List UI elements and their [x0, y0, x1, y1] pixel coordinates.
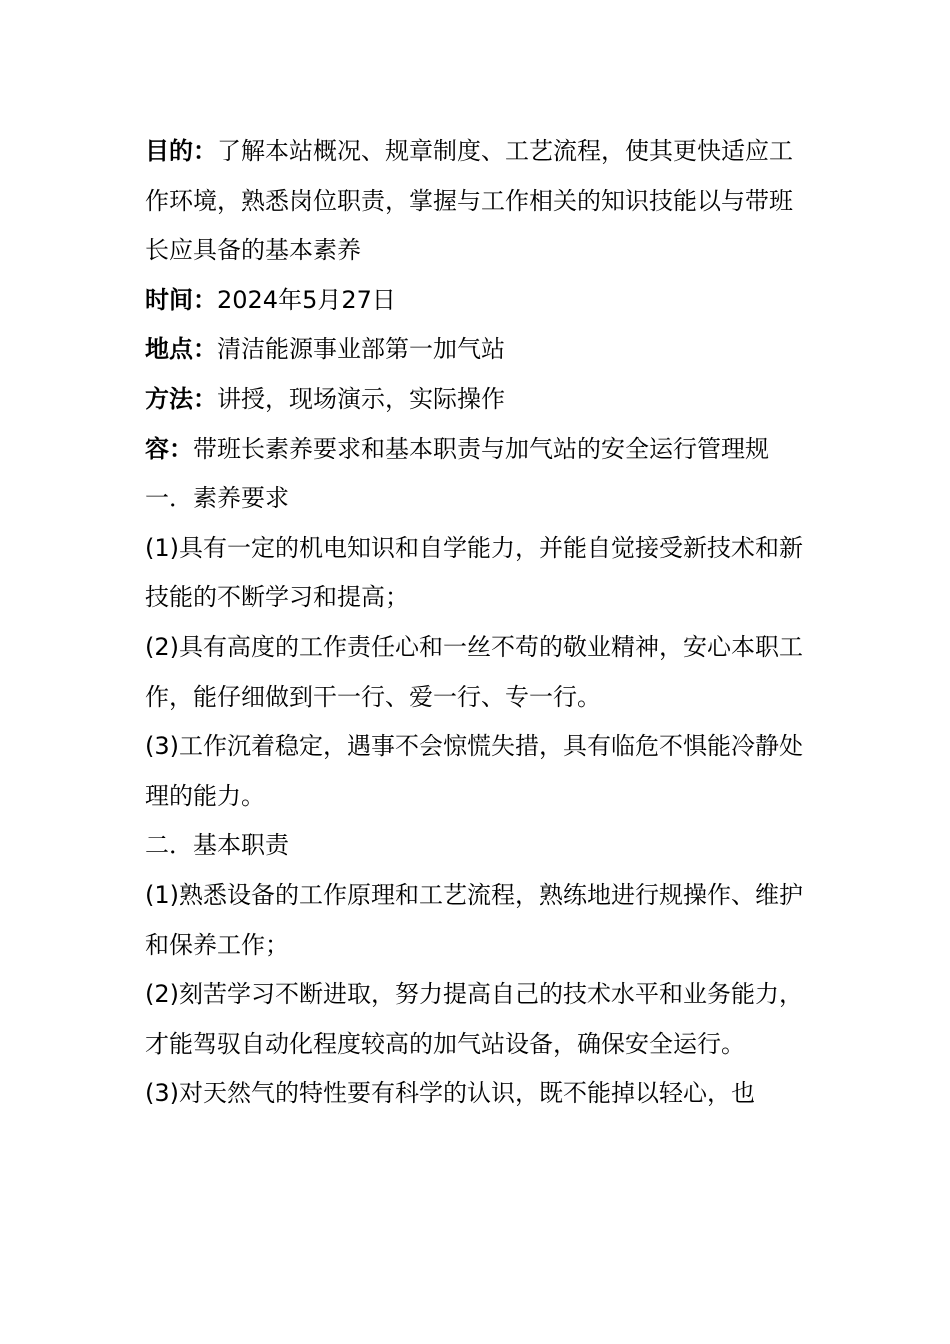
method-label: 方法： [145, 384, 217, 413]
time-text: 2024年5月27日 [217, 285, 396, 314]
list-item: (1)具有一定的机电知识和自学能力，并能自觉接受新技术和新技能的不断学习和提高； [145, 533, 803, 612]
time-label: 时间： [145, 285, 217, 314]
list-item: (1)熟悉设备的工作原理和工艺流程，熟练地进行规操作、维护和保养工作； [145, 880, 803, 959]
location-paragraph [145, 325, 810, 375]
purpose-text: 了解本站概况、规章制度、工艺流程，使其更快适应工作环境，熟悉岗位职责，掌握与工作相关的知识技能以与带班长应具备的基本素养 [145, 137, 793, 265]
method-paragraph [145, 375, 810, 425]
section-heading-duties: 二．基本职责 [145, 831, 289, 860]
list-item: (3)对天然气的特性要有科学的认识，既不能掉以轻心，也 [145, 1079, 755, 1108]
content-label: 容： [145, 434, 193, 463]
list-item: (2)具有高度的工作责任心和一丝不苟的敬业精神，安心本职工作，能仔细做到干一行、爱一行、专一行。 [145, 632, 803, 711]
section-heading-literacy: 一．素养要求 [145, 484, 289, 513]
document-page [145, 127, 810, 1119]
list-item: (2)刻苦学习不断进取，努力提高自己的技术水平和业务能力，才能驾驭自动化程度较高的加气站设备，确保安全运行。 [145, 980, 803, 1058]
location-label: 地点： [145, 335, 217, 364]
method-text: 讲授，现场演示，实际操作 [217, 384, 505, 413]
time-paragraph [145, 276, 810, 326]
content-paragraph [145, 425, 810, 475]
purpose-paragraph [145, 127, 810, 276]
purpose-label: 目的： [145, 137, 217, 165]
list-item: (3)工作沉着稳定，遇事不会惊慌失措，具有临危不惧能冷静处理的能力。 [145, 732, 803, 810]
location-text: 清洁能源事业部第一加气站 [217, 335, 505, 364]
content-text: 带班长素养要求和基本职责与加气站的安全运行管理规 [193, 434, 769, 463]
